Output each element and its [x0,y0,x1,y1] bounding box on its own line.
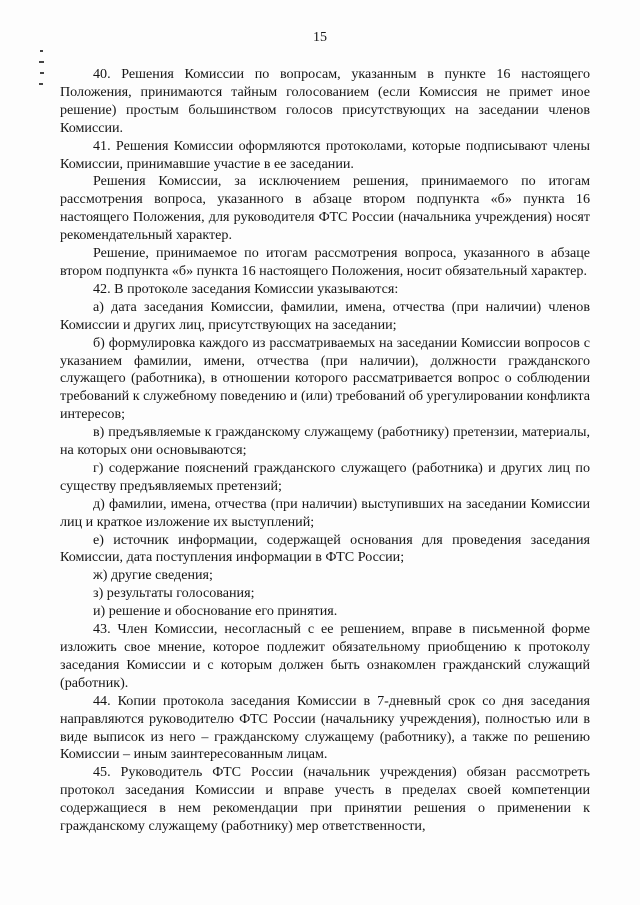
margin-mark [40,50,43,52]
paragraph-45: 45. Руководитель ФТС России (начальник учреждения) обязан рассмотреть протокол заседания Комиссии и вправе учесть в пределах своей компетенции содержащиеся в нем рекомендации при принятии решения о применении к гражданскому служащему (работнику) мер ответственности, [60,764,590,835]
document-body [60,66,590,836]
paragraph-42-b: б) формулировка каждого из рассматриваемых на заседании Комиссии вопросов с указанием фамилии, имени, отчества (при наличии), должности гражданского служащего (работника), в отношении которого рассматривается вопрос о соблюдении требований к служебному поведению и (или) требований об урегулировании конфликта интересов; [60,334,590,423]
paragraph-42-zh: ж) другие сведения; [93,567,213,584]
margin-mark [39,61,44,63]
page-number: 15 [313,30,327,45]
paragraph-42-i: и) решение и обоснование его принятия. [93,603,338,620]
paragraph-42-a: а) дата заседания Комиссии, фамилии, имена, отчества (при наличии) членов Комиссии и других лиц, присутствующих на заседании; [60,298,590,333]
paragraph-40: 40. Решения Комиссии по вопросам, указанным в пункте 16 настоящего Положения, принимаются тайным голосованием (если Комиссия не примет иное решение) простым большинством голосов присутствующих на заседании членов Комиссии. [60,66,590,136]
paragraph-42-d: д) фамилии, имена, отчества (при наличии) выступивших на заседании Комиссии лиц и краткое изложение их выступлений; [60,495,590,530]
margin-mark [39,83,43,85]
paragraph-42-e: е) источник информации, содержащей основания для проведения заседания Комиссии, дата поступления информации в ФТС России; [60,531,590,566]
paragraph-41-decisions: Решения Комиссии, за исключением решения, принимаемого по итогам рассмотрения вопроса, указанного в абзаце втором подпункта «б» пункта 16 настоящего Положения, для руководителя ФТС России (начальника учреждения) носят рекомендательный характер. [60,173,590,244]
paragraph-42: 42. В протоколе заседания Комиссии указываются: [93,280,399,297]
margin-mark [40,72,44,74]
paragraph-42-v: в) предъявляемые к гражданскому служащему (работнику) претензии, материалы, на которых они основываются; [60,424,590,459]
paragraph-42-z: з) результаты голосования; [93,585,255,602]
margin-marks [30,50,50,94]
paragraph-41-binding-decision: Решение, принимаемое по итогам рассмотрения вопроса, указанного в абзаце втором подпункта «б» пункта 16 настоящего Положения, носит обязательный характер. [60,245,590,279]
paragraph-41: 41. Решения Комиссии оформляются протоколами, которые подписывают члены Комиссии, принимавшие участие в ее заседании. [60,137,590,172]
paragraph-43: 43. Член Комиссии, несогласный с ее решением, вправе в письменной форме изложить свое мнение, которое подлежит обязательному приобщению к протоколу заседания Комиссии и с которым должен быть ознакомлен гражданский служащий (работник). [60,621,590,691]
paragraph-44: 44. Копии протокола заседания Комиссии в 7-дневный срок со дня заседания направляются руководителю ФТС России (начальнику учреждения), полностью или в виде выписок из него – гражданскому служащему (работнику), а также по решению Комиссии – иным заинтересованным лицам. [60,692,590,763]
paragraph-42-g: г) содержание пояснений гражданского служащего (работника) и других лиц по существу предъявляемых претензий; [60,459,590,494]
